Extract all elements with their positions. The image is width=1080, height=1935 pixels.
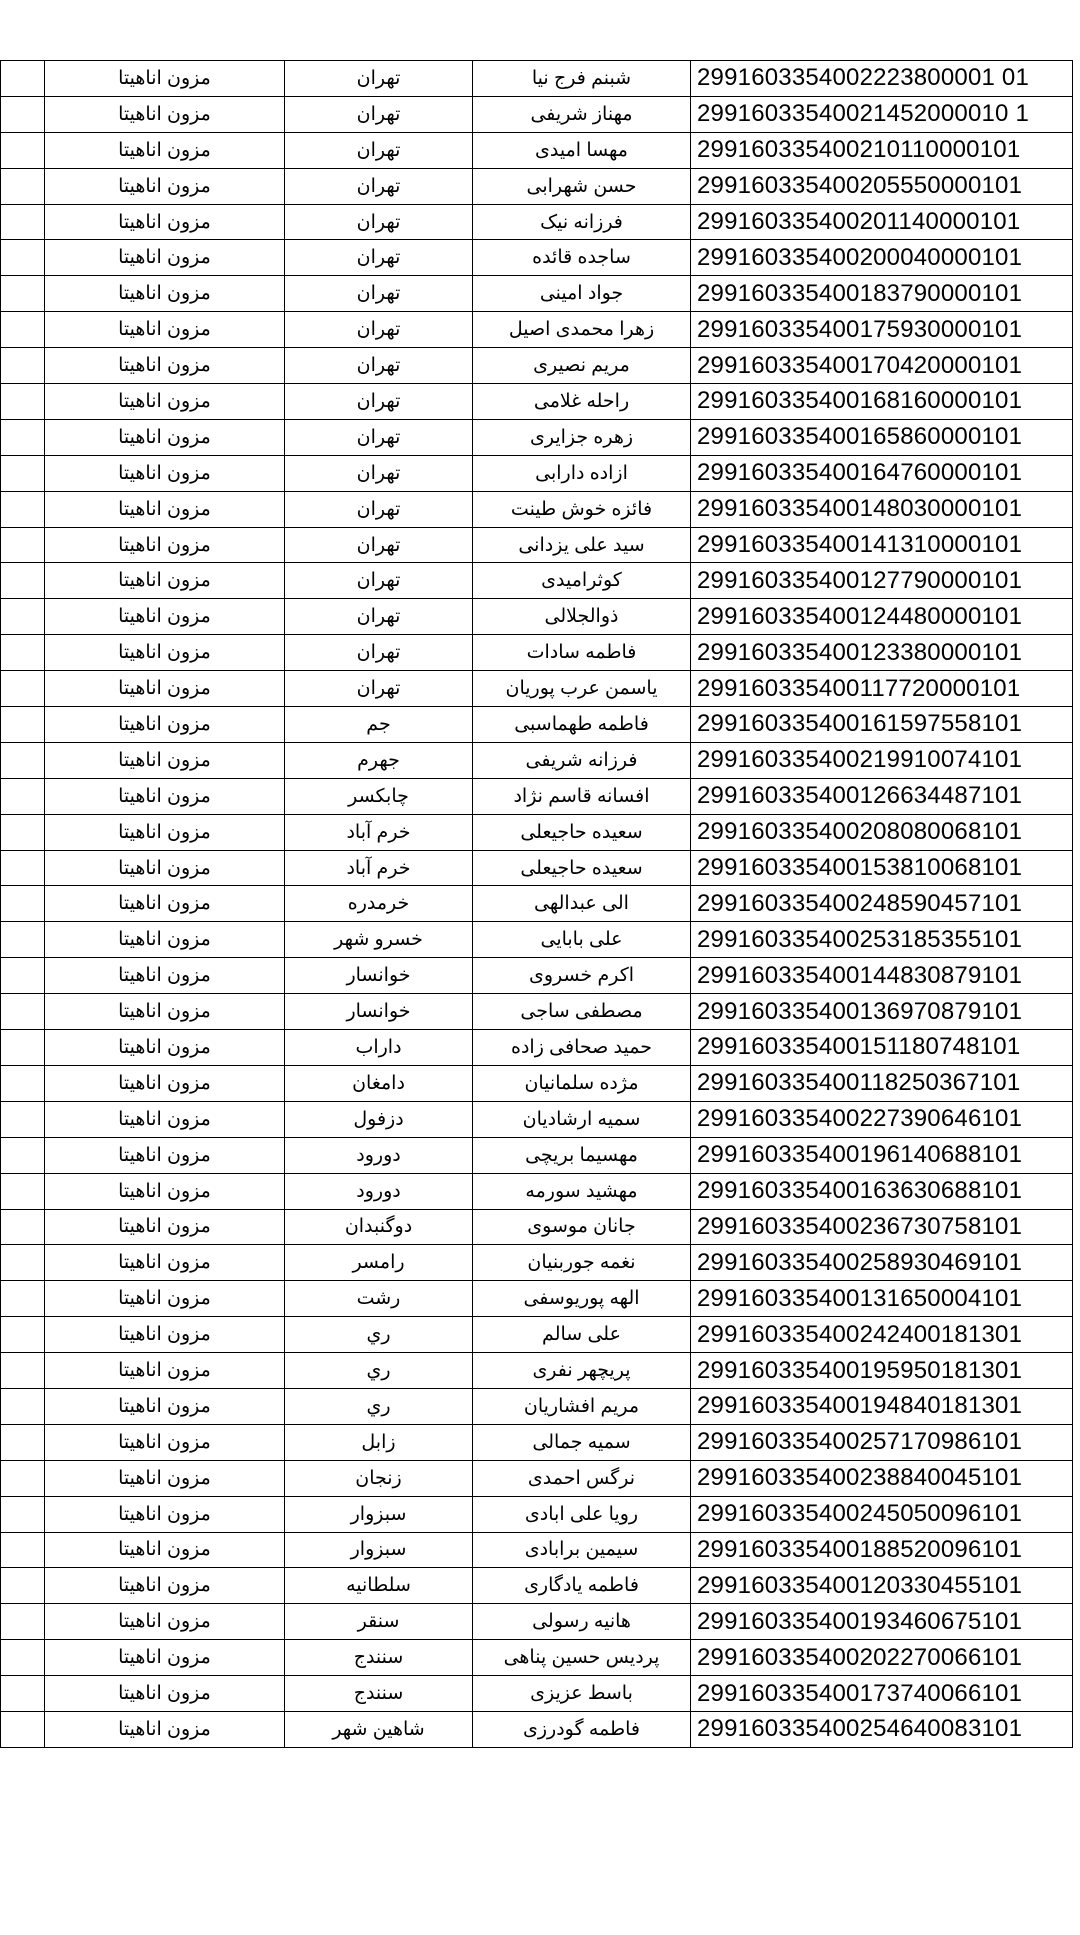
- city-cell: دامغان: [285, 1065, 473, 1101]
- row-empty-cell: [1, 1065, 45, 1101]
- tracking-id-cell: 299160335400117720000101: [691, 671, 1073, 707]
- table-row: [1, 1245, 1073, 1281]
- row-empty-cell: [1, 455, 45, 491]
- city-cell: خرم آباد: [285, 814, 473, 850]
- row-empty-cell: [1, 1101, 45, 1137]
- city-cell: سنندج: [285, 1640, 473, 1676]
- tracking-id-cell: 299160335400151180748101: [691, 1030, 1073, 1066]
- city-cell: تهران: [285, 671, 473, 707]
- city-cell: زنجان: [285, 1460, 473, 1496]
- city-cell: تهران: [285, 61, 473, 97]
- company-cell: مزون اناهیتا: [45, 132, 285, 168]
- row-empty-cell: [1, 240, 45, 276]
- tracking-id-cell: 299160335400242400181301: [691, 1317, 1073, 1353]
- city-cell: تهران: [285, 96, 473, 132]
- company-cell: مزون اناهیتا: [45, 1640, 285, 1676]
- row-empty-cell: [1, 707, 45, 743]
- tracking-id-cell: 299160335400123380000101: [691, 635, 1073, 671]
- tracking-id-cell: 299160335400173740066101: [691, 1676, 1073, 1712]
- tracking-id-cell: 299160335400227390646101: [691, 1101, 1073, 1137]
- company-cell: مزون اناهیتا: [45, 419, 285, 455]
- company-cell: مزون اناهیتا: [45, 204, 285, 240]
- person-name-cell: فاطمه سادات: [473, 635, 691, 671]
- table-row: [1, 1353, 1073, 1389]
- person-name-cell: مهشید سورمه: [473, 1173, 691, 1209]
- table-row: [1, 814, 1073, 850]
- table-row: [1, 671, 1073, 707]
- company-cell: مزون اناهیتا: [45, 1676, 285, 1712]
- person-name-cell: فرزانه نیک: [473, 204, 691, 240]
- row-empty-cell: [1, 204, 45, 240]
- city-cell: دوگنبدان: [285, 1209, 473, 1245]
- person-name-cell: سعیده حاجیعلی: [473, 814, 691, 850]
- table-row: [1, 886, 1073, 922]
- person-name-cell: مهسا امیدی: [473, 132, 691, 168]
- person-name-cell: فاطمه طهماسبی: [473, 707, 691, 743]
- table-row: [1, 384, 1073, 420]
- company-cell: مزون اناهیتا: [45, 1604, 285, 1640]
- table-row: [1, 132, 1073, 168]
- company-cell: مزون اناهیتا: [45, 1030, 285, 1066]
- company-cell: مزون اناهیتا: [45, 384, 285, 420]
- person-name-cell: فرزانه شریفی: [473, 742, 691, 778]
- company-cell: مزون اناهیتا: [45, 527, 285, 563]
- row-empty-cell: [1, 1460, 45, 1496]
- company-cell: مزون اناهیتا: [45, 850, 285, 886]
- row-empty-cell: [1, 1353, 45, 1389]
- table-row: [1, 1209, 1073, 1245]
- table-row: [1, 994, 1073, 1030]
- row-empty-cell: [1, 61, 45, 97]
- tracking-id-cell: 299160335400118250367101: [691, 1065, 1073, 1101]
- city-cell: سلطانیه: [285, 1568, 473, 1604]
- row-empty-cell: [1, 1281, 45, 1317]
- tracking-id-cell: 299160335400253185355101: [691, 922, 1073, 958]
- row-empty-cell: [1, 96, 45, 132]
- row-empty-cell: [1, 1640, 45, 1676]
- city-cell: سنقر: [285, 1604, 473, 1640]
- row-empty-cell: [1, 778, 45, 814]
- tracking-id-cell: 299160335400248590457101: [691, 886, 1073, 922]
- person-name-cell: کوثرامیدی: [473, 563, 691, 599]
- city-cell: رشت: [285, 1281, 473, 1317]
- company-cell: مزون اناهیتا: [45, 455, 285, 491]
- row-empty-cell: [1, 1030, 45, 1066]
- company-cell: مزون اناهیتا: [45, 635, 285, 671]
- tracking-id-cell: 299160335400170420000101: [691, 348, 1073, 384]
- city-cell: تهران: [285, 491, 473, 527]
- tracking-id-cell: 299160335400153810068101: [691, 850, 1073, 886]
- company-cell: مزون اناهیتا: [45, 312, 285, 348]
- table-row: [1, 1568, 1073, 1604]
- company-cell: مزون اناهیتا: [45, 348, 285, 384]
- table-row: [1, 1424, 1073, 1460]
- city-cell: سنندج: [285, 1676, 473, 1712]
- tracking-id-cell: 299160335400163630688101: [691, 1173, 1073, 1209]
- city-cell: تهران: [285, 240, 473, 276]
- table-row: [1, 1281, 1073, 1317]
- city-cell: تهران: [285, 635, 473, 671]
- city-cell: خرمدره: [285, 886, 473, 922]
- city-cell: تهران: [285, 276, 473, 312]
- table-row: [1, 1532, 1073, 1568]
- table-row: [1, 1640, 1073, 1676]
- person-name-cell: الهه پوریوسفی: [473, 1281, 691, 1317]
- person-name-cell: باسط عزیزی: [473, 1676, 691, 1712]
- company-cell: مزون اناهیتا: [45, 671, 285, 707]
- table-row: [1, 419, 1073, 455]
- company-cell: مزون اناهیتا: [45, 1532, 285, 1568]
- person-name-cell: زهره جزایری: [473, 419, 691, 455]
- person-name-cell: سعیده حاجیعلی: [473, 850, 691, 886]
- person-name-cell: ازاده دارابی: [473, 455, 691, 491]
- table-row: [1, 1388, 1073, 1424]
- person-name-cell: فاطمه یادگاری: [473, 1568, 691, 1604]
- table-row: [1, 168, 1073, 204]
- city-cell: سبزوار: [285, 1496, 473, 1532]
- city-cell: شاهین شهر: [285, 1711, 473, 1747]
- person-name-cell: پریچهر نفری: [473, 1353, 691, 1389]
- tracking-id-cell: 299160335400196140688101: [691, 1137, 1073, 1173]
- city-cell: خوانسار: [285, 958, 473, 994]
- city-cell: چابکسر: [285, 778, 473, 814]
- table-row: [1, 1711, 1073, 1747]
- row-empty-cell: [1, 1388, 45, 1424]
- company-cell: مزون اناهیتا: [45, 994, 285, 1030]
- row-empty-cell: [1, 1568, 45, 1604]
- company-cell: مزون اناهیتا: [45, 1173, 285, 1209]
- row-empty-cell: [1, 958, 45, 994]
- tracking-id-cell: 299160335400245050096101: [691, 1496, 1073, 1532]
- company-cell: مزون اناهیتا: [45, 1424, 285, 1460]
- table-row: [1, 96, 1073, 132]
- company-cell: مزون اناهیتا: [45, 168, 285, 204]
- tracking-id-cell: 299160335400183790000101: [691, 276, 1073, 312]
- records-table-body: [1, 61, 1073, 1748]
- tracking-id-cell: 299160335400254640083101: [691, 1711, 1073, 1747]
- city-cell: خوانسار: [285, 994, 473, 1030]
- company-cell: مزون اناهیتا: [45, 1137, 285, 1173]
- table-row: [1, 1173, 1073, 1209]
- table-row: [1, 1030, 1073, 1066]
- person-name-cell: جانان موسوی: [473, 1209, 691, 1245]
- company-cell: مزون اناهیتا: [45, 1281, 285, 1317]
- tracking-id-cell: 299160335400124480000101: [691, 599, 1073, 635]
- table-row: [1, 1496, 1073, 1532]
- tracking-id-cell: 299160335400144830879101: [691, 958, 1073, 994]
- person-name-cell: مریم نصیری: [473, 348, 691, 384]
- records-table: [0, 60, 1073, 1748]
- company-cell: مزون اناهیتا: [45, 1460, 285, 1496]
- tracking-id-cell: 299160335400120330455101: [691, 1568, 1073, 1604]
- city-cell: خرم آباد: [285, 850, 473, 886]
- company-cell: مزون اناهیتا: [45, 1568, 285, 1604]
- company-cell: مزون اناهیتا: [45, 563, 285, 599]
- table-row: [1, 455, 1073, 491]
- row-empty-cell: [1, 1496, 45, 1532]
- person-name-cell: افسانه قاسم نژاد: [473, 778, 691, 814]
- company-cell: مزون اناهیتا: [45, 707, 285, 743]
- tracking-id-cell: 299160335400165860000101: [691, 419, 1073, 455]
- person-name-cell: سید علی یزدانی: [473, 527, 691, 563]
- person-name-cell: حسن شهرابی: [473, 168, 691, 204]
- row-empty-cell: [1, 1711, 45, 1747]
- table-row: [1, 1065, 1073, 1101]
- city-cell: تهران: [285, 384, 473, 420]
- tracking-id-cell: 299160335400126634487101: [691, 778, 1073, 814]
- tracking-id-cell: 299160335400210110000101: [691, 132, 1073, 168]
- table-row: [1, 635, 1073, 671]
- company-cell: مزون اناهیتا: [45, 958, 285, 994]
- person-name-cell: پردیس حسین پناهی: [473, 1640, 691, 1676]
- row-empty-cell: [1, 312, 45, 348]
- row-empty-cell: [1, 527, 45, 563]
- company-cell: مزون اناهیتا: [45, 1101, 285, 1137]
- city-cell: تهران: [285, 455, 473, 491]
- tracking-id-cell: 299160335400258930469101: [691, 1245, 1073, 1281]
- company-cell: مزون اناهیتا: [45, 1353, 285, 1389]
- tracking-id-cell: 299160335400208080068101: [691, 814, 1073, 850]
- tracking-id-cell: 2991603354002223800001 01: [691, 61, 1073, 97]
- tracking-id-cell: 29916033540021452000010 1: [691, 96, 1073, 132]
- table-row: [1, 312, 1073, 348]
- person-name-cell: ساجده قائده: [473, 240, 691, 276]
- row-empty-cell: [1, 1532, 45, 1568]
- city-cell: ري: [285, 1317, 473, 1353]
- table-row: [1, 204, 1073, 240]
- company-cell: مزون اناهیتا: [45, 1209, 285, 1245]
- city-cell: ري: [285, 1388, 473, 1424]
- table-row: [1, 61, 1073, 97]
- row-empty-cell: [1, 814, 45, 850]
- person-name-cell: مریم افشاریان: [473, 1388, 691, 1424]
- person-name-cell: فاطمه گودرزی: [473, 1711, 691, 1747]
- tracking-id-cell: 299160335400200040000101: [691, 240, 1073, 276]
- table-row: [1, 922, 1073, 958]
- company-cell: مزون اناهیتا: [45, 491, 285, 527]
- person-name-cell: زهرا محمدی اصیل: [473, 312, 691, 348]
- city-cell: تهران: [285, 312, 473, 348]
- city-cell: داراب: [285, 1030, 473, 1066]
- person-name-cell: علی سالم: [473, 1317, 691, 1353]
- tracking-id-cell: 299160335400188520096101: [691, 1532, 1073, 1568]
- tracking-id-cell: 299160335400131650004101: [691, 1281, 1073, 1317]
- city-cell: ري: [285, 1353, 473, 1389]
- person-name-cell: سمیه جمالی: [473, 1424, 691, 1460]
- person-name-cell: مهسیما بریچی: [473, 1137, 691, 1173]
- person-name-cell: حمید صحافی زاده: [473, 1030, 691, 1066]
- tracking-id-cell: 299160335400194840181301: [691, 1388, 1073, 1424]
- row-empty-cell: [1, 132, 45, 168]
- company-cell: مزون اناهیتا: [45, 96, 285, 132]
- row-empty-cell: [1, 1317, 45, 1353]
- tracking-id-cell: 299160335400195950181301: [691, 1353, 1073, 1389]
- tracking-id-cell: 299160335400236730758101: [691, 1209, 1073, 1245]
- row-empty-cell: [1, 599, 45, 635]
- person-name-cell: مژده سلمانیان: [473, 1065, 691, 1101]
- tracking-id-cell: 299160335400238840045101: [691, 1460, 1073, 1496]
- table-row: [1, 1604, 1073, 1640]
- person-name-cell: فائزه خوش طینت: [473, 491, 691, 527]
- table-row: [1, 348, 1073, 384]
- person-name-cell: اکرم خسروی: [473, 958, 691, 994]
- table-row: [1, 599, 1073, 635]
- tracking-id-cell: 299160335400161597558101: [691, 707, 1073, 743]
- row-empty-cell: [1, 1604, 45, 1640]
- city-cell: رامسر: [285, 1245, 473, 1281]
- city-cell: تهران: [285, 563, 473, 599]
- row-empty-cell: [1, 1209, 45, 1245]
- person-name-cell: نغمه جوربنیان: [473, 1245, 691, 1281]
- company-cell: مزون اناهیتا: [45, 276, 285, 312]
- city-cell: دورود: [285, 1173, 473, 1209]
- person-name-cell: سمیه ارشادیان: [473, 1101, 691, 1137]
- tracking-id-cell: 299160335400175930000101: [691, 312, 1073, 348]
- company-cell: مزون اناهیتا: [45, 742, 285, 778]
- row-empty-cell: [1, 1173, 45, 1209]
- tracking-id-cell: 299160335400127790000101: [691, 563, 1073, 599]
- company-cell: مزون اناهیتا: [45, 61, 285, 97]
- tracking-id-cell: 299160335400148030000101: [691, 491, 1073, 527]
- city-cell: تهران: [285, 599, 473, 635]
- city-cell: زابل: [285, 1424, 473, 1460]
- table-row: [1, 778, 1073, 814]
- table-row: [1, 240, 1073, 276]
- table-row: [1, 958, 1073, 994]
- table-row: [1, 742, 1073, 778]
- tracking-id-cell: 299160335400136970879101: [691, 994, 1073, 1030]
- company-cell: مزون اناهیتا: [45, 1245, 285, 1281]
- row-empty-cell: [1, 276, 45, 312]
- table-row: [1, 1137, 1073, 1173]
- row-empty-cell: [1, 1137, 45, 1173]
- city-cell: جم: [285, 707, 473, 743]
- tracking-id-cell: 299160335400164760000101: [691, 455, 1073, 491]
- table-row: [1, 491, 1073, 527]
- row-empty-cell: [1, 635, 45, 671]
- city-cell: تهران: [285, 348, 473, 384]
- row-empty-cell: [1, 491, 45, 527]
- city-cell: تهران: [285, 132, 473, 168]
- tracking-id-cell: 299160335400219910074101: [691, 742, 1073, 778]
- row-empty-cell: [1, 563, 45, 599]
- person-name-cell: الی عبدالهی: [473, 886, 691, 922]
- city-cell: جهرم: [285, 742, 473, 778]
- row-empty-cell: [1, 922, 45, 958]
- city-cell: تهران: [285, 204, 473, 240]
- row-empty-cell: [1, 850, 45, 886]
- person-name-cell: رویا علی ابادی: [473, 1496, 691, 1532]
- row-empty-cell: [1, 886, 45, 922]
- person-name-cell: جواد امینی: [473, 276, 691, 312]
- company-cell: مزون اناهیتا: [45, 1065, 285, 1101]
- row-empty-cell: [1, 671, 45, 707]
- person-name-cell: مهناز شریفی: [473, 96, 691, 132]
- person-name-cell: علی بابایی: [473, 922, 691, 958]
- document-sheet: [0, 60, 1080, 1748]
- tracking-id-cell: 299160335400202270066101: [691, 1640, 1073, 1676]
- row-empty-cell: [1, 1676, 45, 1712]
- row-empty-cell: [1, 348, 45, 384]
- city-cell: دورود: [285, 1137, 473, 1173]
- table-row: [1, 1317, 1073, 1353]
- company-cell: مزون اناهیتا: [45, 778, 285, 814]
- row-empty-cell: [1, 384, 45, 420]
- company-cell: مزون اناهیتا: [45, 1388, 285, 1424]
- company-cell: مزون اناهیتا: [45, 1711, 285, 1747]
- city-cell: خسرو شهر: [285, 922, 473, 958]
- tracking-id-cell: 299160335400141310000101: [691, 527, 1073, 563]
- tracking-id-cell: 299160335400201140000101: [691, 204, 1073, 240]
- person-name-cell: ذوالجلالی: [473, 599, 691, 635]
- company-cell: مزون اناهیتا: [45, 1496, 285, 1532]
- company-cell: مزون اناهیتا: [45, 886, 285, 922]
- tracking-id-cell: 299160335400257170986101: [691, 1424, 1073, 1460]
- city-cell: تهران: [285, 419, 473, 455]
- company-cell: مزون اناهیتا: [45, 1317, 285, 1353]
- tracking-id-cell: 299160335400205550000101: [691, 168, 1073, 204]
- company-cell: مزون اناهیتا: [45, 922, 285, 958]
- row-empty-cell: [1, 1424, 45, 1460]
- table-row: [1, 276, 1073, 312]
- table-row: [1, 1460, 1073, 1496]
- row-empty-cell: [1, 419, 45, 455]
- person-name-cell: مصطفی ساجی: [473, 994, 691, 1030]
- person-name-cell: سیمین برابادی: [473, 1532, 691, 1568]
- table-row: [1, 707, 1073, 743]
- row-empty-cell: [1, 168, 45, 204]
- person-name-cell: شبنم فرج نیا: [473, 61, 691, 97]
- city-cell: سبزوار: [285, 1532, 473, 1568]
- tracking-id-cell: 299160335400193460675101: [691, 1604, 1073, 1640]
- company-cell: مزون اناهیتا: [45, 814, 285, 850]
- table-row: [1, 1101, 1073, 1137]
- person-name-cell: راحله غلامی: [473, 384, 691, 420]
- table-row: [1, 527, 1073, 563]
- tracking-id-cell: 299160335400168160000101: [691, 384, 1073, 420]
- row-empty-cell: [1, 1245, 45, 1281]
- table-row: [1, 1676, 1073, 1712]
- person-name-cell: نرگس احمدی: [473, 1460, 691, 1496]
- table-row: [1, 563, 1073, 599]
- company-cell: مزون اناهیتا: [45, 599, 285, 635]
- city-cell: تهران: [285, 527, 473, 563]
- table-row: [1, 850, 1073, 886]
- person-name-cell: هانیه رسولی: [473, 1604, 691, 1640]
- row-empty-cell: [1, 742, 45, 778]
- city-cell: تهران: [285, 168, 473, 204]
- person-name-cell: یاسمن عرب پوریان: [473, 671, 691, 707]
- company-cell: مزون اناهیتا: [45, 240, 285, 276]
- city-cell: دزفول: [285, 1101, 473, 1137]
- row-empty-cell: [1, 994, 45, 1030]
